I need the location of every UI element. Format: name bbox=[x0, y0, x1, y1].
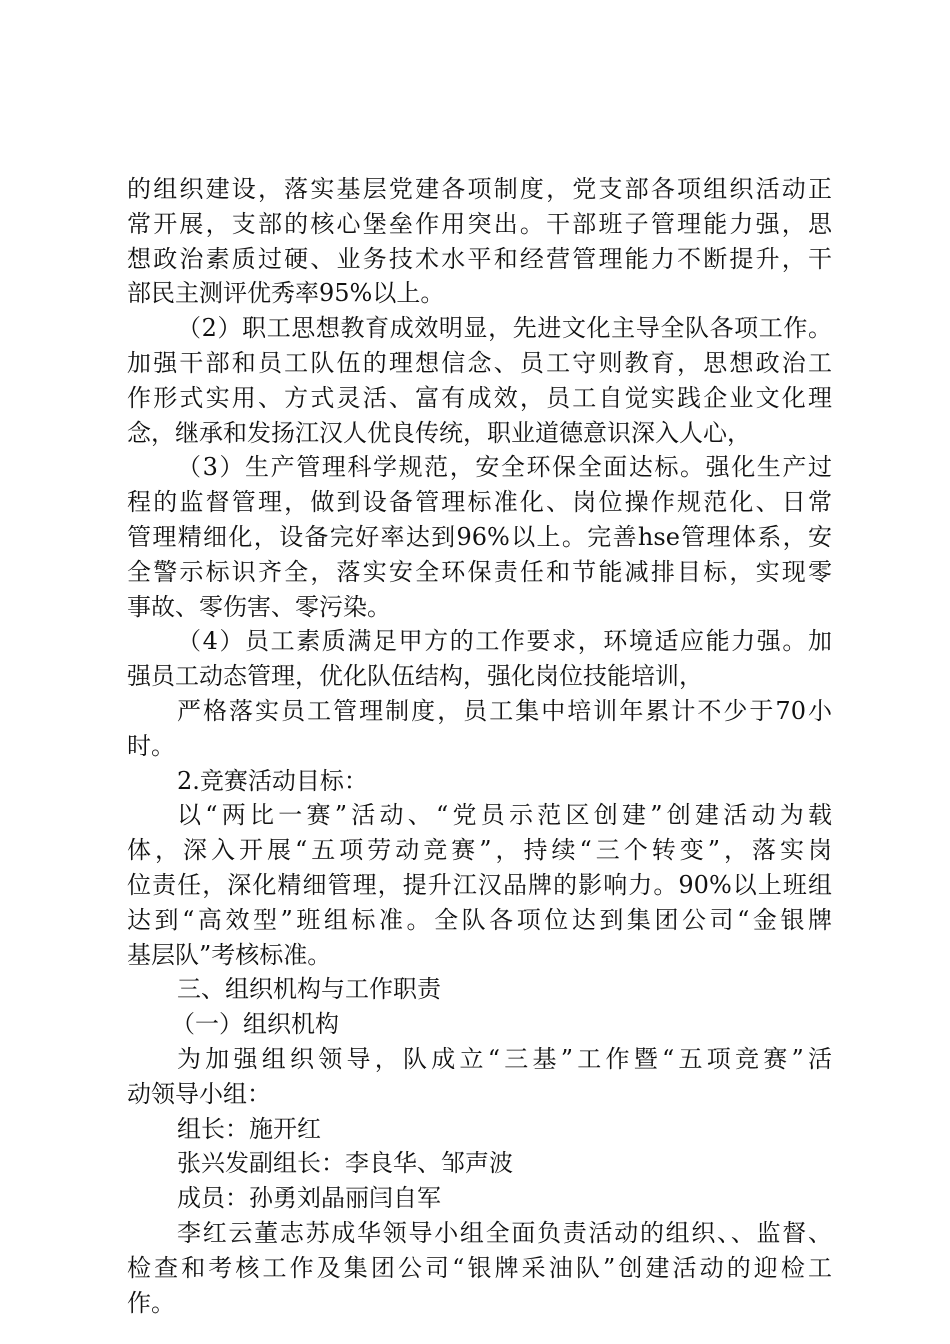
text-line: 常开展，支部的核心堡垒作用突出。干部班子管理能力强，思 bbox=[127, 209, 832, 238]
document-body bbox=[127, 172, 832, 1320]
text-line: （4）员工素质满足甲方的工作要求，环境适应能力强。加 bbox=[177, 627, 832, 656]
text-line: 的组织建设，落实基层党建各项制度，党支部各项组织活动正 bbox=[127, 175, 832, 203]
text-line: 念，继承和发扬江汉人优良传统，职业道德意识深入人心， bbox=[127, 418, 751, 447]
text-line: 动领导小组： bbox=[127, 1079, 271, 1108]
text-line: 为加强组织领导，队成立“三基”工作暨“五项竞赛”活 bbox=[177, 1044, 832, 1073]
text-line: 想政治素质过硬、业务技术水平和经营管理能力不断提升，干 bbox=[127, 244, 832, 273]
text-line: 基层队”考核标准。 bbox=[127, 940, 332, 969]
text-line: 强员工动态管理，优化队伍结构，强化岗位技能培训， bbox=[127, 662, 703, 691]
text-line: 三、组织机构与工作职责 bbox=[177, 975, 441, 1004]
text-line: 作形式实用、方式灵活、富有成效，员工自觉实践企业文化理 bbox=[127, 383, 832, 412]
text-line: 组长：施开红 bbox=[177, 1114, 321, 1143]
text-line: 管理精细化，设备完好率达到96%以上。完善hse管理体系，安 bbox=[127, 522, 832, 551]
text-line: 部民主测评优秀率95%以上。 bbox=[127, 279, 445, 308]
text-line: 位责任，深化精细管理，提升江汉品牌的影响力。90%以上班组 bbox=[127, 870, 832, 899]
text-line: 时。 bbox=[127, 731, 175, 760]
text-line: （2）职工思想教育成效明显，先进文化主导全队各项工作。 bbox=[177, 314, 832, 343]
text-line: 作。 bbox=[127, 1288, 175, 1317]
text-line: 体，深入开展“五项劳动竞赛”，持续“三个转变”，落实岗 bbox=[127, 836, 832, 865]
text-line: 程的监督管理，做到设备管理标准化、岗位操作规范化、日常 bbox=[127, 488, 832, 517]
text-line: 检查和考核工作及集团公司“银牌采油队”创建活动的迎检工 bbox=[127, 1253, 832, 1282]
text-line: （一）组织机构 bbox=[171, 1010, 339, 1039]
text-line: 李红云董志苏成华领导小组全面负责活动的组织、、监督、 bbox=[177, 1218, 832, 1247]
text-line: 加强干部和员工队伍的理想信念、员工守则教育，思想政治工 bbox=[127, 348, 832, 377]
text-line: 全警示标识齐全，落实安全环保责任和节能减排目标，实现零 bbox=[127, 557, 832, 586]
text-line: 达到“高效型”班组标准。全队各项位达到集团公司“金银牌 bbox=[127, 905, 832, 934]
text-line: 事故、零伤害、零污染。 bbox=[127, 592, 391, 621]
text-line: 以“两比一赛”活动、“党员示范区创建”创建活动为载 bbox=[177, 801, 832, 830]
text-line: 张兴发副组长：李良华、邹声波 bbox=[177, 1149, 513, 1178]
text-line: 成员：孙勇刘晶丽闫自军 bbox=[177, 1184, 441, 1213]
text-line: （3）生产管理科学规范，安全环保全面达标。强化生产过 bbox=[177, 453, 832, 482]
text-line: 2.竞赛活动目标： bbox=[177, 766, 368, 795]
text-line: 严格落实员工管理制度，员工集中培训年累计不少于70小 bbox=[177, 696, 832, 725]
